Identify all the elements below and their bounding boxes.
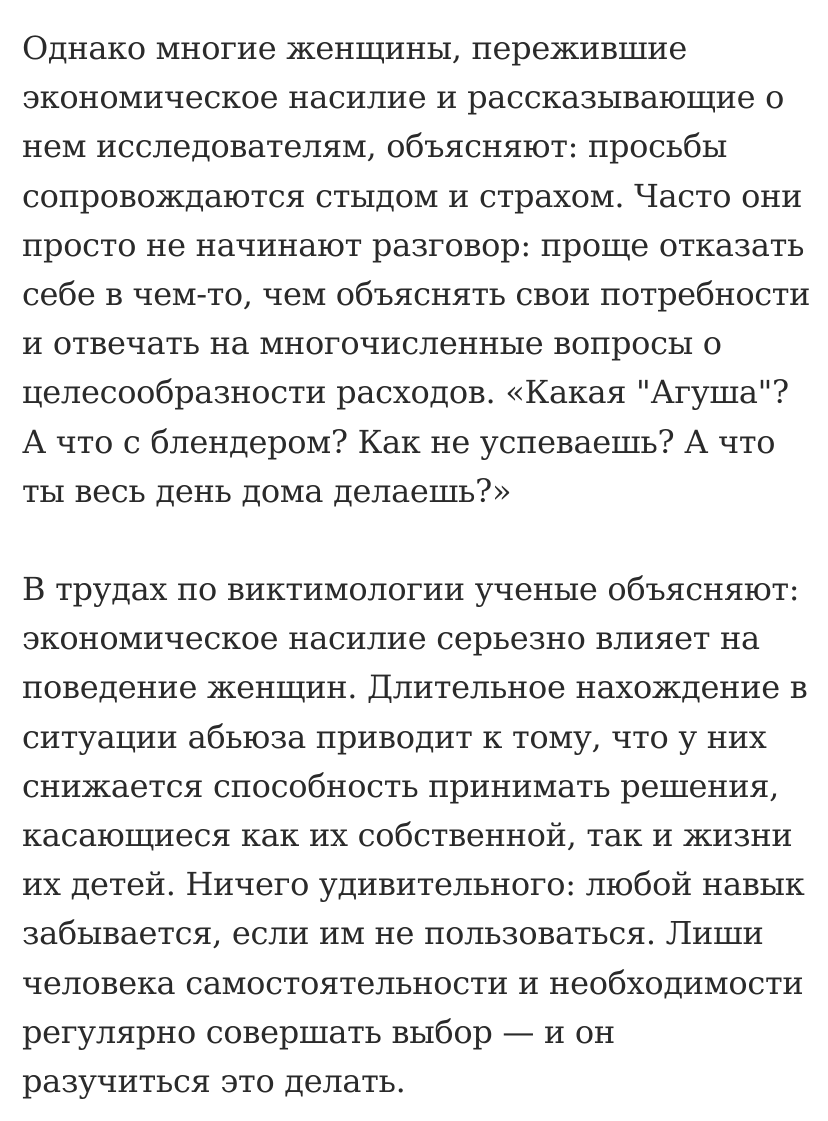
text-line: разучиться это делать. [22, 1062, 406, 1101]
text-line: просто не начинают разговор: проще отказать [22, 225, 805, 264]
text-line: снижается способность принимать решения, [22, 766, 779, 805]
text-line: сопровождаются стыдом и страхом. Часто они [22, 176, 803, 215]
text-line: регулярно совершать выбор — и он [22, 1012, 615, 1051]
text-line: их детей. Ничего удивительного: любой навык [22, 865, 805, 904]
text-line: В трудах по виктимологии ученые объясняют: [22, 570, 800, 609]
article-paragraph-1 [22, 24, 812, 516]
text-line: Однако многие женщины, пережившие [22, 29, 687, 67]
text-line: целесообразности расходов. «Какая "Агуша"? [22, 373, 789, 412]
text-line: нем исследователям, объясняют: просьбы [22, 127, 728, 166]
article-paragraph-2 [22, 565, 812, 1106]
text-line: поведение женщин. Длительное нахождение в [22, 668, 808, 707]
text-line: человека самостоятельности и необходимости [22, 963, 804, 1002]
text-line: забывается, если им не пользоваться. Лиши [22, 914, 764, 953]
text-line: А что с блендером? Как не успеваешь? А что [22, 422, 776, 461]
text-line: ситуации абьюза приводит к тому, что у них [22, 717, 767, 756]
text-line: и отвечать на многочисленные вопросы о [22, 324, 722, 363]
text-line: экономическое насилие серьезно влияет на [22, 619, 760, 658]
text-line: ты весь день дома делаешь?» [22, 471, 512, 510]
text-line: касающиеся как их собственной, так и жизни [22, 816, 793, 855]
text-line: экономическое насилие и рассказывающие о [22, 78, 785, 117]
article-body [22, 24, 812, 1106]
text-line: себе в чем-то, чем объяснять свои потребности [22, 275, 810, 314]
